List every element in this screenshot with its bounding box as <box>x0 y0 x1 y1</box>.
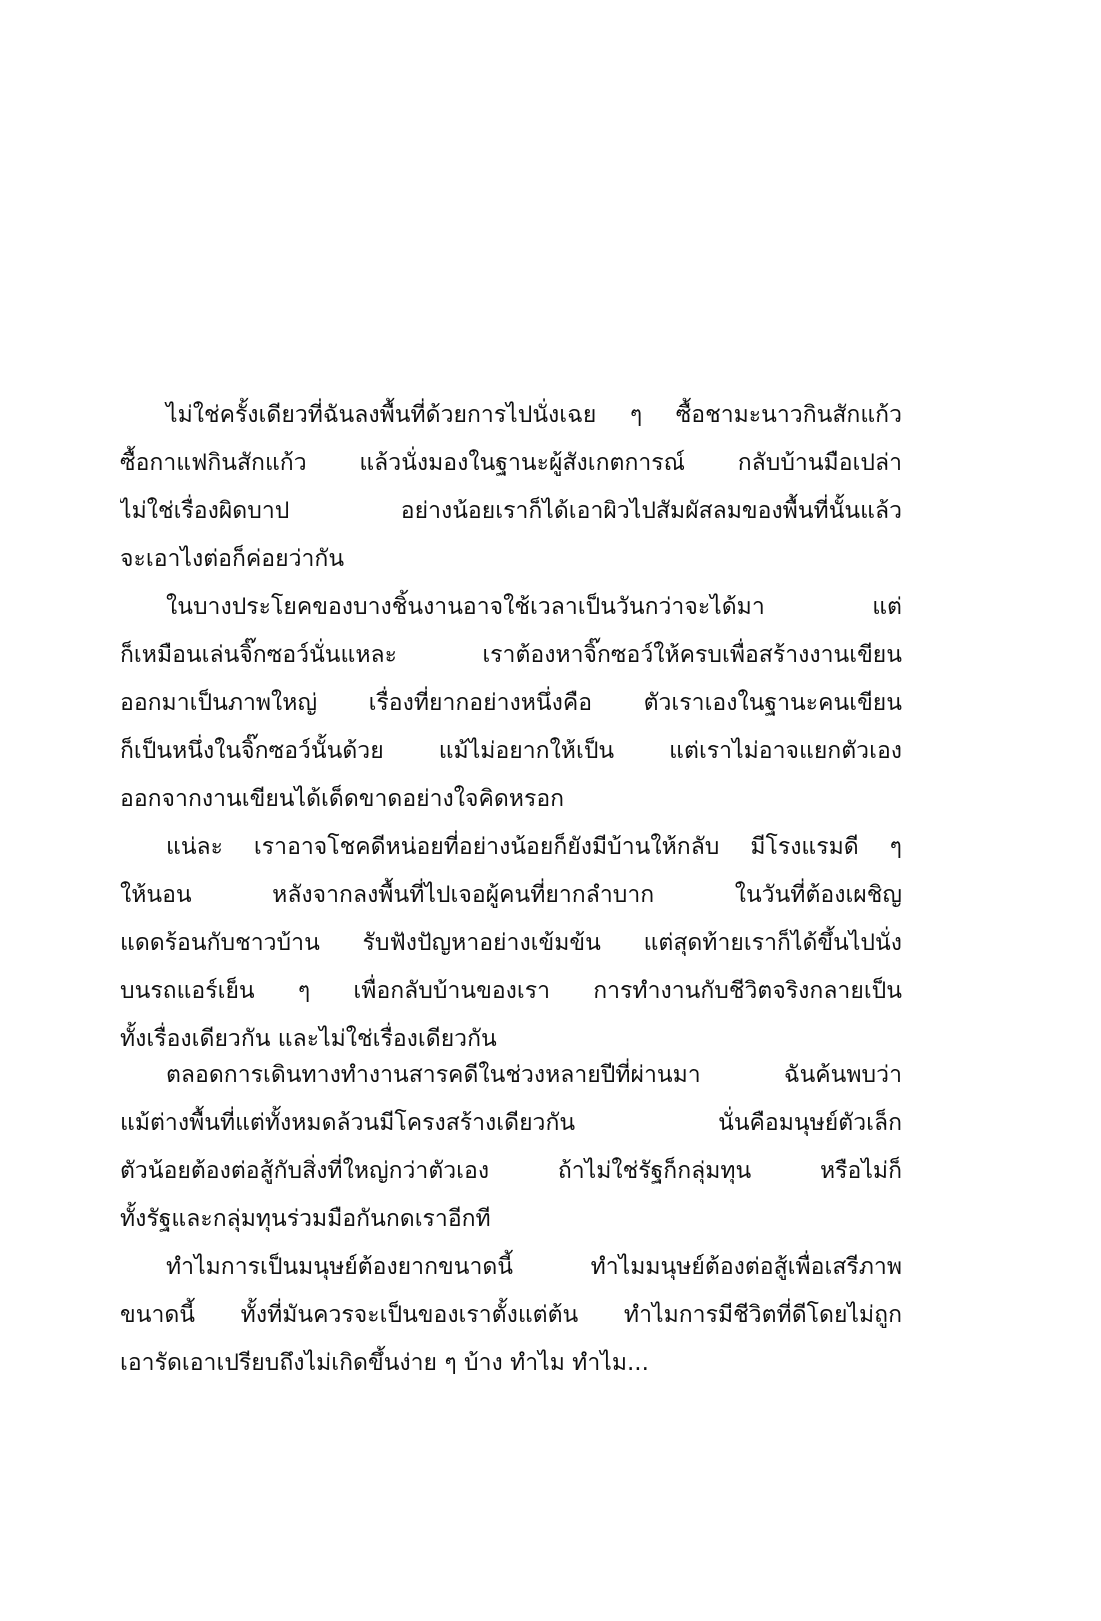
text-line: แดดร้อนกับชาวบ้าน รับฟังปัญหาอย่างเข้มข้น แต่สุดท้ายเราก็ได้ขึ้นไปนั่ง <box>120 930 902 956</box>
text-line: ออกจากงานเขียนได้เด็ดขาดอย่างใจคิดหรอก <box>120 786 565 812</box>
text-line: ในบางประโยคของบางชิ้นงานอาจใช้เวลาเป็นวันกว่าจะได้มา แต่ <box>166 594 902 620</box>
text-line: บนรถแอร์เย็น ๆ เพื่อกลับบ้านของเรา การทำงานกับชีวิตจริงกลายเป็น <box>120 978 902 1004</box>
text-line: ก็เหมือนเล่นจิ๊กซอว์นั่นแหละ เราต้องหาจิ๊กซอว์ให้ครบเพื่อสร้างงานเขียน <box>120 642 902 668</box>
text-line: ไม่ใช่เรื่องผิดบาป อย่างน้อยเราก็ได้เอาผิวไปสัมผัสลมของพื้นที่นั้นแล้ว <box>120 498 902 524</box>
text-line: ซื้อกาแฟกินสักแก้ว แล้วนั่งมองในฐานะผู้สังเกตการณ์ กลับบ้านมือเปล่า <box>120 450 902 476</box>
text-line: จะเอาไงต่อก็ค่อยว่ากัน <box>120 546 345 572</box>
text-line: แน่ละ เราอาจโชคดีหน่อยที่อย่างน้อยก็ยังมีบ้านให้กลับ มีโรงแรมดี ๆ <box>166 834 902 860</box>
paragraph-2 <box>120 583 902 823</box>
text-line: เอารัดเอาเปรียบถึงไม่เกิดขึ้นง่าย ๆ บ้าง ทำไม ทำไม... <box>120 1350 649 1376</box>
paragraph-3 <box>120 823 902 1063</box>
text-section-1 <box>120 391 902 1063</box>
text-line: ก็เป็นหนึ่งในจิ๊กซอว์นั้นด้วย แม้ไม่อยากให้เป็น แต่เราไม่อาจแยกตัวเอง <box>120 738 902 764</box>
text-line: แม้ต่างพื้นที่แต่ทั้งหมดล้วนมีโครงสร้างเดียวกัน นั่นคือมนุษย์ตัวเล็ก <box>120 1110 902 1136</box>
text-line: ออกมาเป็นภาพใหญ่ เรื่องที่ยากอย่างหนึ่งคือ ตัวเราเองในฐานะคนเขียน <box>120 690 902 716</box>
text-line: ขนาดนี้ ทั้งที่มันควรจะเป็นของเราตั้งแต่ต้น ทำไมการมีชีวิตที่ดีโดยไม่ถูก <box>120 1302 902 1328</box>
paragraph-1 <box>120 391 902 583</box>
text-line: ตัวน้อยต้องต่อสู้กับสิ่งที่ใหญ่กว่าตัวเอง ถ้าไม่ใช่รัฐก็กลุ่มทุน หรือไม่ก็ <box>120 1158 902 1184</box>
text-section-2 <box>120 1051 902 1387</box>
text-line: ตลอดการเดินทางทำงานสารคดีในช่วงหลายปีที่ผ่านมา ฉันค้นพบว่า <box>166 1062 902 1088</box>
text-line: ทั้งเรื่องเดียวกัน และไม่ใช่เรื่องเดียวกัน <box>120 1026 497 1052</box>
text-line: ทั้งรัฐและกลุ่มทุนร่วมมือกันกดเราอีกที <box>120 1206 491 1232</box>
paragraph-5 <box>120 1243 902 1387</box>
text-line: ให้นอน หลังจากลงพื้นที่ไปเจอผู้คนที่ยากลำบาก ในวันที่ต้องเผชิญ <box>120 882 902 908</box>
text-line: ทำไมการเป็นมนุษย์ต้องยากขนาดนี้ ทำไมมนุษย์ต้องต่อสู้เพื่อเสรีภาพ <box>166 1254 902 1280</box>
text-line: ไม่ใช่ครั้งเดียวที่ฉันลงพื้นที่ด้วยการไปนั่งเฉย ๆ ซื้อชามะนาวกินสักแก้ว <box>166 402 902 428</box>
paragraph-4 <box>120 1051 902 1243</box>
